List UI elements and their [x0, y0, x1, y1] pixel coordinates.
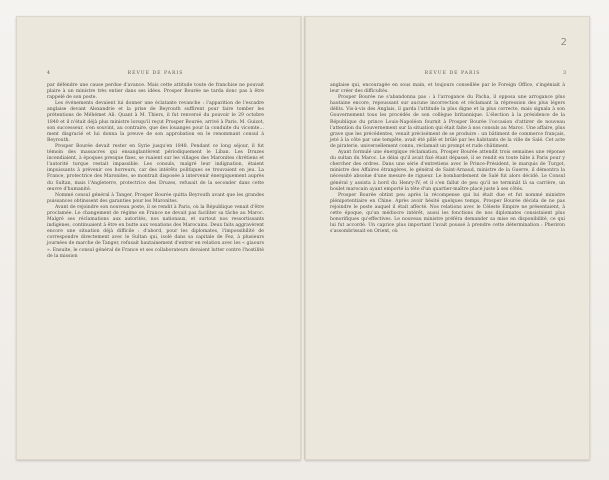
left-paragraph-5: Avant de rejoindre son nouveau poste, il se rendit à Paris, où la République venait d'être proclamée. Le changement de régime en France ne devait pas faciliter sa tâche au Maroc. Malgré ses réclamations aux autorités, nos nationaux, et surtout nos ressortissants indigènes, continuaient à être en butte aux vexations des Marocains. Deux faits aggravèrent encore une situation déjà difficile : d'abord, pour les diplomates, l'impossibilité de correspondre directement avec le Sultan qui, isolé dans sa capitale de Fez, à plusieurs journées de marche de Tanger, refusait hautainement d'entrer en relation avec les « giaours ». Ensuite, le consul général de France et ses collaborateurs devaient lutter contre l'hostilité de la mission	[47, 204, 264, 259]
left-running-head: REVUE DE PARIS	[127, 71, 184, 76]
left-page-header	[47, 71, 264, 79]
right-page-header	[338, 71, 567, 79]
right-paragraph-2: Prosper Bourée ne s'abandonna pas : à l'arrogance du Pacha, il opposa une arrogance plus hautaine encore, repoussant sur aucune incorrection et réclamant la répression des plus légers délits. Vis-à-vis des Anglais, il garda l'attitude la plus digne et la plus correcte, mais signala à son Gouvernement tous les procédés de son collègue britannique. L'élection à la présidence de la République du prince Louis-Napoléon fournit à Prosper Bourée l'occasion d'attirer de nouveau l'attention du Gouvernement sur la situation qui était faite à nos consuls au Maroc. Une affaire, plus grave que les précédentes, venait précisément de se produire : un bâtiment de commerce français, jeté à la côte par une tempête, avait été pillé et brûlé par les habitants de la ville de Salé. Cet acte de piraterie, universellement connu, réclamait un prompt et rude châtiment.	[330, 95, 565, 149]
left-paragraph-3: Prosper Bourée devait rester en Syrie jusqu'en 1848. Pendant ce long séjour, il fut témoin des massacres qui ensanglantèrent périodiquement le Liban. Les Druzes incendiaient, à époques presque fixes, se ruaient sur les villages des Maronites chrétiens et l'autorité turque restait impassible. Les consuls, malgré leur indignation, étaient impuissants à prévenir ces horreurs, car des intérêts politiques se trouvaient en jeu. La France, protectrice des Maronites, se montrait disposée à intervenir énergiquement auprès du Sultan, mais l'Angleterre, protectrice des Druzes, refusait de la seconder dans cette œuvre d'humanité.	[47, 143, 264, 192]
right-page	[305, 16, 590, 460]
right-page-number: 3	[563, 71, 567, 76]
left-paragraph-4: Nommé consul général à Tanger, Prosper Bourée quitta Beyrouth avant que les grandes puissances obtinssent des garanties pour les Maronites.	[47, 192, 264, 204]
right-paragraph-1: anglaise qui, encouragée en sous main, et toujours conseillée par le Foreign Office, s'ingéniait à leur créer des difficultés.	[330, 83, 565, 95]
left-paragraph-1: par défendre une cause perdue d'avance. Mais cette attitude toute de franchise ne pouvait plaire à un ministre très entier dans ses idées. Prosper Bourée ne tarda donc pas à être rappelé de son poste.	[47, 83, 264, 101]
right-paragraph-3: Ayant formulé une énergique réclamation, Prosper Bourée attendit trois semaines une réponse du sultan du Maroc. Le délai qu'il avait fixé étant dépassé, il se rendit en toute hâte à Paris pour y chercher des ordres. Dans une série d'entretiens avec le Prince-Président, le marquis de Turgot, ministre des Affaires étrangères, le général de Saint-Arnaud, ministre de la Guerre, il démontra la nécessité absolue d'une mesure de rigueur. Le bombardement de Salé fut alors décidé. Le Consul général y assista à bord du Henry-IV, et il s'en fallut de peu qu'il ne terminât là sa carrière, un boulet marocain ayant emporté la tête d'un quartier-maître placé juste à ses côtés.	[330, 150, 565, 192]
pencil-annotation: 2	[560, 37, 567, 48]
left-page	[16, 16, 301, 460]
left-paragraph-2: Les événements devaient lui donner une éclatante revanche : l'apparition de l'escadre anglaise devant Alexandrie et la prise de Beyrouth suffirent pour faire tomber les prétentions de Méhémet Ali. Quant à M. Thiers, il fut renversé du pouvoir le 29 octobre 1840 et il n'était déjà plus ministre lorsqu'il reçut Prosper Bourée, arrivé à Paris. M. Guizot, son successeur, s'en souvint, au contraire, que des louanges pour la conduite du vicomte…ment disgracié et lui donna la preuve de son approbation en le renommant consul à Beyrouth.	[47, 101, 264, 143]
right-running-head: REVUE DE PARIS	[424, 71, 481, 76]
left-page-number: 4	[47, 71, 51, 76]
right-paragraph-4: Prosper Bourée obtint peu après la récompense qui lui était due et fut nommé ministre plénipotentiaire en Chine. Après avoir hésité quelques temps, Prosper Bourée décida de ne pas rejoindre le poste auquel il était affecté. Nos relations avec le Céleste Empire ne présentaient, à cette époque, qu'un médiocre intérêt, aussi les fonctions de nos diplomates consistaient plus honorifiques qu'effectives. Le nouveau ministre préféra demander sa mise en disponibilité, ce qui lui fut accordé. Un caprice plus important l'avait poussé à prendre cette détermination : Pheriron s'assombrissait en Orient, où	[330, 192, 565, 235]
right-page-body	[330, 83, 565, 235]
left-page-body	[47, 83, 264, 260]
